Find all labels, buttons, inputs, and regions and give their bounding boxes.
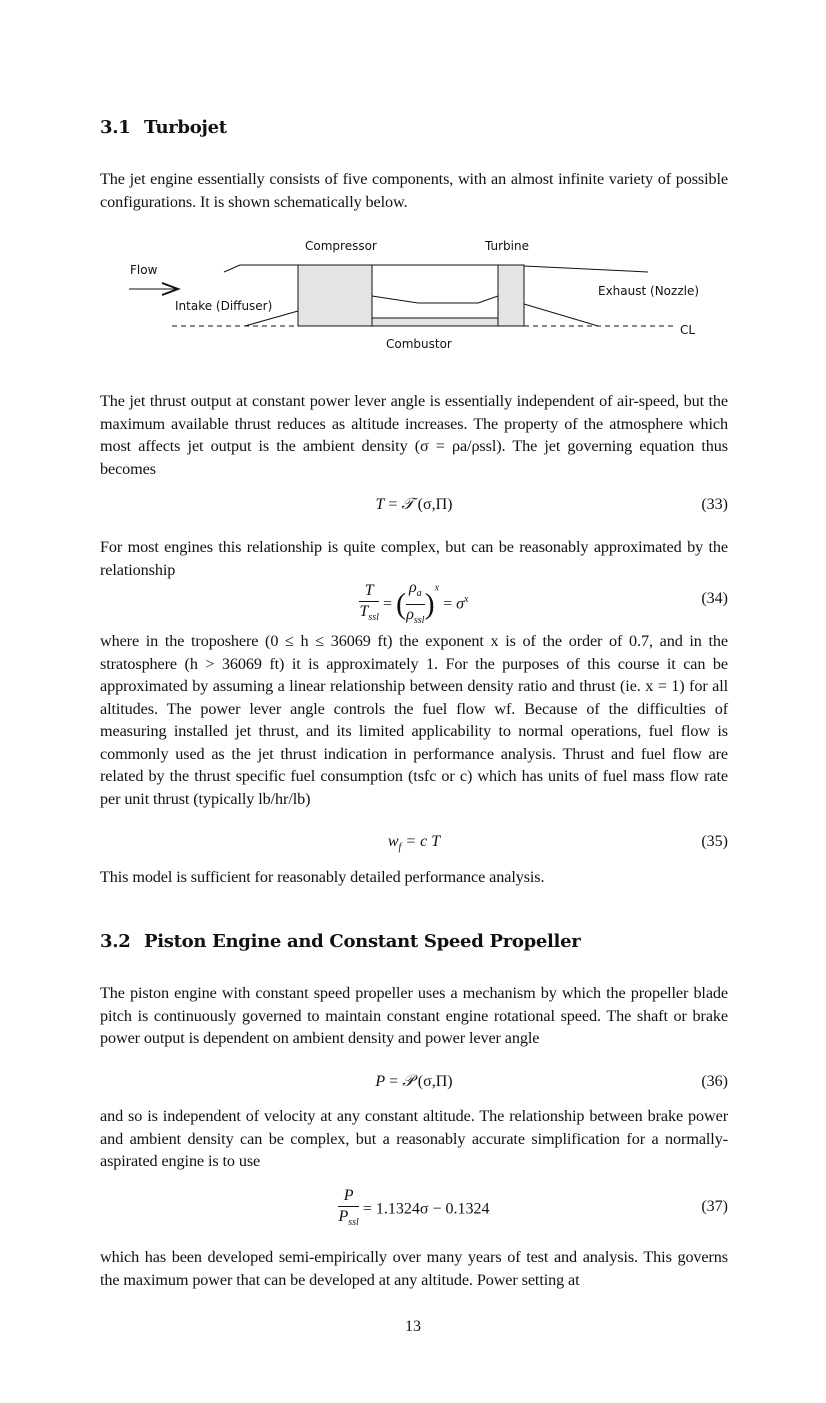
equation-number: (35): [701, 833, 728, 850]
eq-lhs: w: [387, 833, 399, 850]
turbine-label: Turbine: [485, 239, 529, 253]
flow-label: Flow: [130, 263, 158, 277]
exhaust-tail-cone: [524, 304, 598, 326]
eq-lhs-sub: f: [398, 842, 402, 854]
equation-number: (33): [701, 496, 728, 513]
eq-args: (σ,Π): [417, 496, 453, 513]
section-number: 3.2: [100, 931, 131, 952]
fraction-density-ratio: [406, 578, 425, 631]
fraction-thrust-ratio: [359, 581, 378, 628]
fraction-power-ratio: [338, 1186, 358, 1233]
turbojet-diagram: [120, 230, 720, 360]
eq-rhs: = 1.1324σ − 0.1324: [362, 1200, 490, 1218]
eq-lhs: P: [375, 1073, 386, 1090]
eq-den: P: [338, 1208, 349, 1225]
combustor-liner: [372, 296, 498, 303]
equation-36: P = 𝒫 (σ,Π) (36): [375, 1073, 728, 1090]
equation-number: (36): [701, 1073, 728, 1090]
eq-rhs-exp: x: [464, 594, 469, 606]
eq-func: 𝒯: [401, 496, 414, 513]
paragraph-piston-engine: The piston engine with constant speed propeller uses a mechanism by which the propeller blade pitch is continuously governed to maintain constant engine rotational speed. The shaft or brake power output is dependent on ambient density and power lever angle: [100, 984, 728, 1047]
eq-rhs: = c T: [405, 833, 441, 850]
eq-pden: ρ: [406, 606, 414, 624]
section-number: 3.1: [100, 117, 131, 138]
eq-lhs: T: [375, 496, 385, 513]
eq-rhs: σ: [456, 595, 465, 613]
turbine-block: [498, 265, 524, 326]
page-number: 13: [405, 1318, 421, 1335]
equation-33: T = 𝒯 (σ,Π) (33): [375, 496, 728, 513]
paragraph-troposphere: where in the troposhere (0 ≤ h ≤ 36069 ft) the exponent x is of the order of 0.7, and in the stratosphere (h > 36069 ft) it is approximately 1. For the purposes of this course it can be approximated by assuming a linear relationship between density ratio and thrust (ie. x = 1) for all altitudes. The power lever angle controls the fuel flow wf. Because of the difficulties of measuring installed jet thrust, and its limited applicability to normal operations, fuel flow is commonly used as the jet thrust indication in performance analysis. Thrust and fuel flow are related by the thrust specific fuel consumption (tsfc or c) which has units of fuel mass flow rate per unit thrust (typically lb/hr/lb): [100, 632, 728, 808]
eq-den: T: [359, 603, 369, 621]
eq-args: (σ,Π): [417, 1073, 453, 1090]
eq-pnum-sub: a: [416, 588, 422, 600]
combustor-block: [372, 318, 498, 326]
paragraph-brake-power: and so is independent of velocity at any constant altitude. The relationship between brake power and ambient density can be complex, but a reasonably accurate simplification for a normally-aspirated engine is to use: [100, 1107, 728, 1170]
paragraph-model-sufficient: This model is sufficient for reasonably detailed performance analysis.: [100, 868, 545, 886]
equation-37: [100, 1186, 728, 1232]
eq-func: 𝒫: [402, 1073, 414, 1090]
paragraph-semi-empirical: which has been developed semi-empirically over many years of test and analysis. This governs the maximum power that can be developed at any altitude. Power setting at: [100, 1248, 728, 1289]
intro-paragraph: The jet engine essentially consists of five components, with an almost infinite variety of possible configurations. It is shown schematically below.: [100, 170, 728, 211]
equation-number: (37): [701, 1198, 728, 1215]
compressor-label: Compressor: [305, 239, 377, 253]
intake-label: Intake (Diffuser): [175, 299, 273, 313]
eq-pnum: ρ: [408, 579, 417, 596]
paragraph-approximation: For most engines this relationship is quite complex, but can be reasonably approximated by the relationship: [100, 538, 728, 579]
section-heading-3-2: [100, 931, 580, 952]
flow-arrow-icon: [129, 283, 178, 295]
eq-pden-sub: ssl: [413, 615, 425, 627]
compressor-block: [298, 265, 372, 326]
section-title: Piston Engine and Constant Speed Propeller: [144, 931, 581, 952]
centerline-label: CL: [680, 323, 696, 337]
eq-den-sub: ssl: [348, 1217, 359, 1229]
equation-number: (34): [701, 590, 728, 607]
eq-den-sub: ssl: [368, 612, 379, 624]
eq-num: T: [364, 582, 374, 600]
equation-34: $\frac{T}{T_{ssl}}$ = ( $\frac{\rho_a}{\rho_{ssl}}$ )$^x = \sigma^x$ (34): [100, 578, 728, 624]
section-heading-3-1: [100, 117, 227, 138]
eq-num: P: [343, 1187, 354, 1204]
eq-exp: x: [434, 582, 440, 594]
intake-spinner: [245, 311, 298, 326]
paragraph-jet-thrust: The jet thrust output at constant power lever angle is essentially independent of air-speed, but the maximum available thrust reduces as altitude increases. The property of the atmosphere which most affects jet output is the ambient density (σ = ρa/ρssl). The jet governing equation thus becomes: [100, 392, 728, 478]
equation-35: [100, 833, 728, 857]
nozzle-outer-wall: [524, 266, 648, 272]
combustor-label: Combustor: [386, 337, 452, 351]
section-title: Turbojet: [144, 117, 227, 138]
exhaust-label: Exhaust (Nozzle): [598, 284, 700, 298]
